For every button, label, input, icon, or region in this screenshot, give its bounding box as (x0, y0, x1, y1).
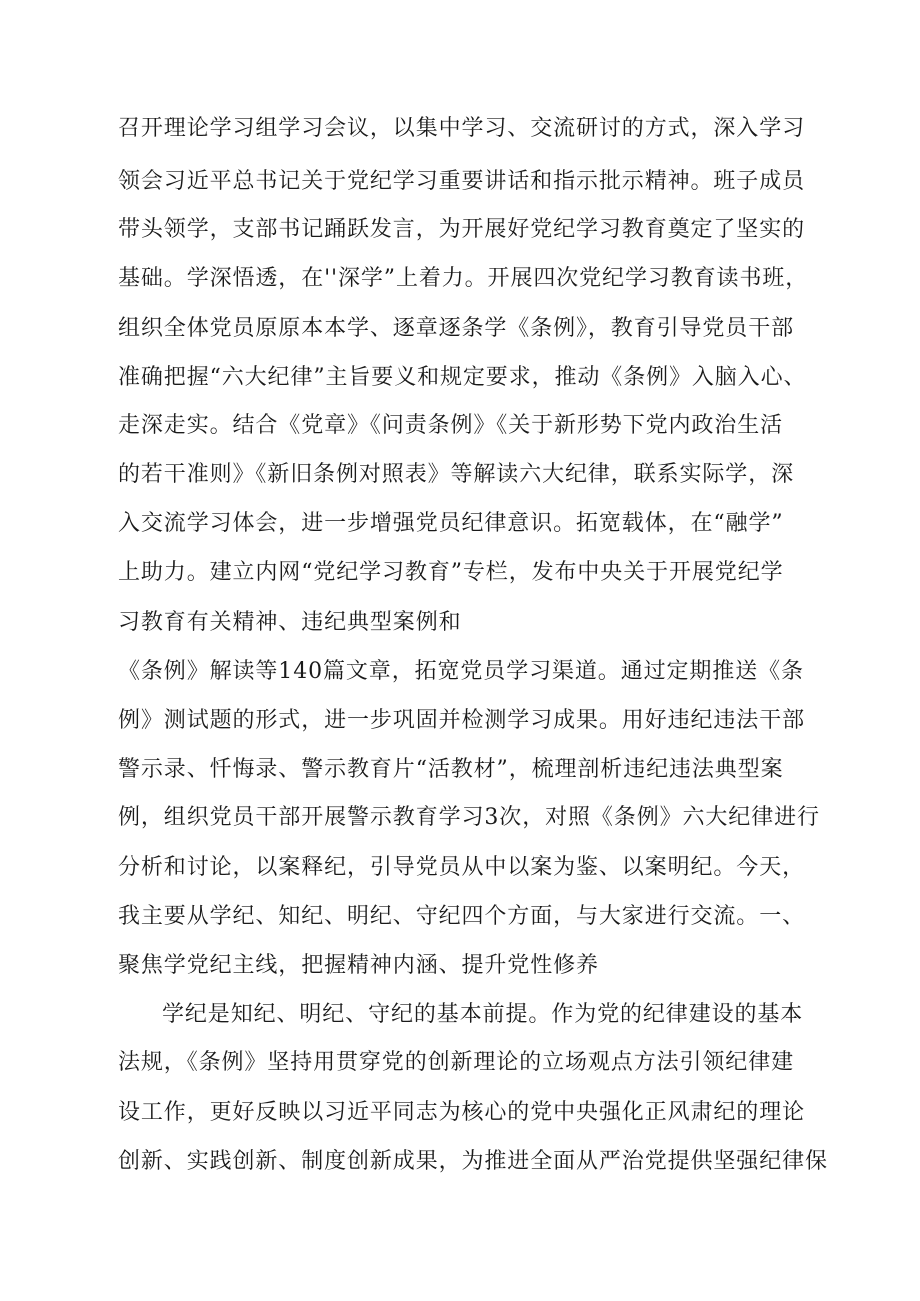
body-line-15: 例，组织党员干部开展警示教育学习3次，对照《条例》六大纪律进行 (118, 805, 820, 830)
body-line-2: 领会习近平总书记关于党纪学习重要讲话和指示批示精神。班子成员 (118, 169, 806, 194)
body-line-14: 警示录、忏悔录、警示教育片“活教材”，梳理剖析违纪违法典型案 (118, 757, 784, 782)
body-line-18: 聚焦学党纪主线，把握精神内涵、提升党性修养 (118, 953, 599, 978)
body-line-17: 我主要从学纪、知纪、明纪、守纪四个方面，与大家进行交流。一、 (118, 904, 806, 929)
body-line-12: 《条例》解读等140篇文章，拓宽党员学习渠道。通过定期推送《条 (118, 659, 804, 684)
paragraph-2-first-line: 学纪是知纪、明纪、守纪的基本前提。作为党的纪律建设的基本 (162, 1002, 804, 1027)
body-line-4: 基础。学深悟透，在''深学”上着力。开展四次党纪学习教育读书班， (118, 266, 809, 291)
body-line-6: 准确把握“六大纪律”主旨要义和规定要求，推动《条例》入脑入心、 (118, 365, 807, 390)
body-line-16: 分析和讨论，以案释纪，引导党员从中以案为鉴、以案明纪。今天， (118, 855, 806, 880)
body-line-1: 召开理论学习组学习会议，以集中学习、交流研讨的方式，深入学习 (118, 116, 806, 141)
body-line-8: 的若干准则》《新旧条例对照表》等解读六大纪律，联系实际学，深 (118, 462, 795, 487)
body-line-5: 组织全体党员原原本本学、逐章逐条学《条例》，教育引导党员干部 (118, 316, 795, 341)
body-line-11: 习教育有关精神、违纪典型案例和 (118, 610, 462, 635)
body-line-7: 走深走实。结合《党章》《问责条例》《关于新形势下党内政治生活 (118, 413, 784, 438)
body-line-10: 上助力。建立内网“党纪学习教育”专栏，发布中央关于开展党纪学 (118, 560, 784, 585)
body-line-9: 入交流学习体会，进一步增强党员纪律意识。拓宽载体，在“融学” (118, 511, 784, 536)
body-line-21: 设工作，更好反映以习近平同志为核心的党中央强化正风肃纪的理论 (118, 1100, 806, 1125)
body-line-3: 带头领学，支部书记踊跃发言，为开展好党纪学习教育奠定了坚实的 (118, 217, 806, 242)
body-line-20: 法规，《条例》坚持用贯穿党的创新理论的立场观点方法引领纪律建 (118, 1050, 795, 1075)
body-line-13: 例》测试题的形式，进一步巩固并检测学习成果。用好违纪违法干部 (118, 708, 806, 733)
body-line-22: 创新、实践创新、制度创新成果，为推进全面从严治党提供坚强纪律保 (118, 1149, 828, 1174)
